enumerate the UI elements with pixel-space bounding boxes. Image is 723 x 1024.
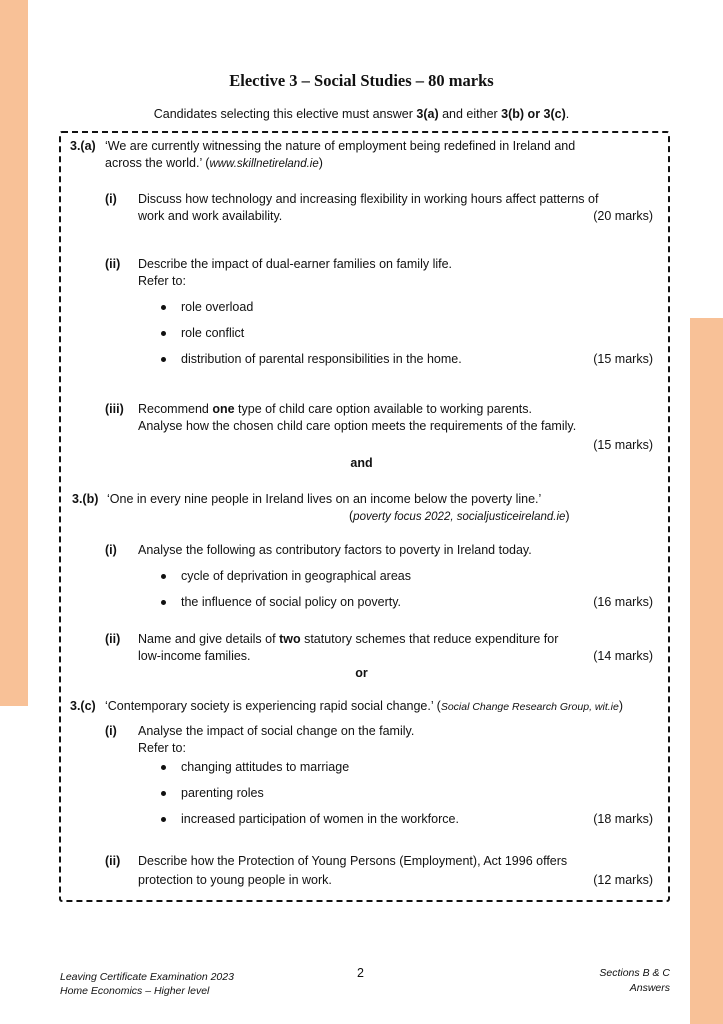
q3c-i-marks: (18 marks) — [593, 812, 653, 826]
q3c-ii-number: (ii) — [105, 854, 121, 868]
q3b-ii-text: Name and give details of — [138, 632, 280, 646]
q3b-ii-line-1 — [138, 632, 558, 646]
q3a-iii-marks: (15 marks) — [593, 438, 653, 452]
q3b-i-bullet-1: cycle of deprivation in geographical areas — [181, 569, 411, 583]
q3b-ii-line-2: low-income families. — [138, 649, 251, 663]
instructions-end: . — [565, 107, 570, 121]
q3a-label: 3.(a) — [70, 139, 96, 153]
q3b-quote: ‘One in every nine people in Ireland lives on an income below the poverty line.’ — [107, 492, 542, 506]
footer-answers: Answers — [629, 982, 670, 994]
q3b-source-close: ) — [565, 509, 570, 523]
instructions-bold-1: 3(a) — [416, 107, 439, 121]
instructions-text-mid: and either — [438, 107, 502, 121]
q3a-source-close: ) — [318, 156, 323, 170]
q3b-source: poverty focus 2022, socialjusticeireland.ie — [353, 511, 566, 523]
bullet-icon — [161, 791, 166, 796]
instructions-text: Candidates selecting this elective must answer — [153, 107, 417, 121]
q3c-source: Social Change Research Group, wit.ie — [440, 701, 619, 713]
q3a-ii-number: (ii) — [105, 257, 121, 271]
bullet-icon — [161, 574, 166, 579]
q3a-iii-number: (iii) — [105, 402, 124, 416]
q3a-source: www.skillnetireland.ie — [209, 158, 319, 170]
q3a-quote-line-1: ‘We are currently witnessing the nature of employment being redefined in Ireland and — [105, 139, 576, 153]
q3c-i-bullet-2: parenting roles — [181, 786, 264, 800]
q3c-quote: ‘Contemporary society is experiencing rapid social change.’ ( — [105, 699, 441, 713]
left-section-tab — [0, 0, 28, 706]
q3c-ii-marks: (12 marks) — [593, 873, 653, 887]
q3a-ii-line-1: Describe the impact of dual-earner families on family life. — [138, 257, 453, 271]
q3c-source-close: ) — [618, 699, 623, 713]
instructions — [0, 107, 723, 121]
q3c-ii-line-2: protection to young people in work. — [138, 873, 332, 887]
page-title: Elective 3 – Social Studies – 80 marks — [229, 71, 494, 90]
q3b-i-marks: (16 marks) — [593, 595, 653, 609]
q3b-ii-text-post: statutory schemes that reduce expenditure for — [300, 632, 559, 646]
q3a-iii-line-2: Analyse how the chosen child care option meets the requirements of the family. — [138, 419, 577, 433]
q3a-i-line-1: Discuss how technology and increasing flexibility in working hours affect patterns of — [138, 192, 599, 206]
or-separator: or — [355, 666, 368, 680]
bullet-icon — [161, 331, 166, 336]
bullet-icon — [161, 817, 166, 822]
q3c-i-line-2: Refer to: — [138, 741, 186, 755]
q3b-ii-number: (ii) — [105, 632, 121, 646]
bullet-icon — [161, 357, 166, 362]
footer-sections: Sections B & C — [599, 967, 670, 979]
q3a-ii-bullet-2: role conflict — [181, 326, 245, 340]
q3a-i-marks: (20 marks) — [593, 209, 653, 223]
q3a-ii-bullet-3: distribution of parental responsibilities in the home. — [181, 352, 462, 366]
q3b-source-line — [349, 509, 570, 523]
q3b-ii-bold: two — [279, 632, 301, 646]
q3b-ii-marks: (14 marks) — [593, 649, 653, 663]
q3a-i-number: (i) — [105, 192, 117, 206]
q3c-quote-line — [105, 699, 623, 713]
q3b-i-line-1: Analyse the following as contributory factors to poverty in Ireland today. — [138, 543, 532, 557]
q3a-quote-text: across the world.’ ( — [105, 156, 210, 170]
bullet-icon — [161, 600, 166, 605]
q3b-source-open: ( — [349, 509, 354, 523]
q3a-ii-marks: (15 marks) — [593, 352, 653, 366]
q3a-quote-line-2 — [105, 156, 323, 170]
instructions-bold-2: 3(b) or 3(c) — [501, 107, 566, 121]
q3a-iii-bold: one — [212, 402, 235, 416]
q3c-i-line-1: Analyse the impact of social change on the family. — [138, 724, 415, 738]
and-separator: and — [350, 456, 373, 470]
bullet-icon — [161, 305, 166, 310]
bullet-icon — [161, 765, 166, 770]
footer-exam-title: Leaving Certificate Examination 2023 — [60, 971, 234, 983]
q3c-i-bullet-1: changing attitudes to marriage — [181, 760, 350, 774]
q3b-i-number: (i) — [105, 543, 117, 557]
q3b-label: 3.(b) — [72, 492, 99, 506]
q3c-ii-line-1: Describe how the Protection of Young Persons (Employment), Act 1996 offers — [138, 854, 568, 868]
q3b-i-bullet-2: the influence of social policy on poverty. — [181, 595, 402, 609]
q3a-iii-text-post: type of child care option available to working parents. — [234, 402, 532, 416]
q3a-iii-line-1 — [138, 402, 532, 416]
q3c-label: 3.(c) — [70, 699, 96, 713]
q3c-i-bullet-3: increased participation of women in the workforce. — [181, 812, 459, 826]
q3a-ii-bullet-1: role overload — [181, 300, 254, 314]
q3c-i-number: (i) — [105, 724, 117, 738]
page-number: 2 — [357, 966, 364, 980]
q3a-iii-text: Recommend — [138, 402, 213, 416]
q3a-ii-line-2: Refer to: — [138, 274, 186, 288]
q3a-i-line-2: work and work availability. — [138, 209, 283, 223]
footer-subject: Home Economics – Higher level — [60, 985, 210, 997]
